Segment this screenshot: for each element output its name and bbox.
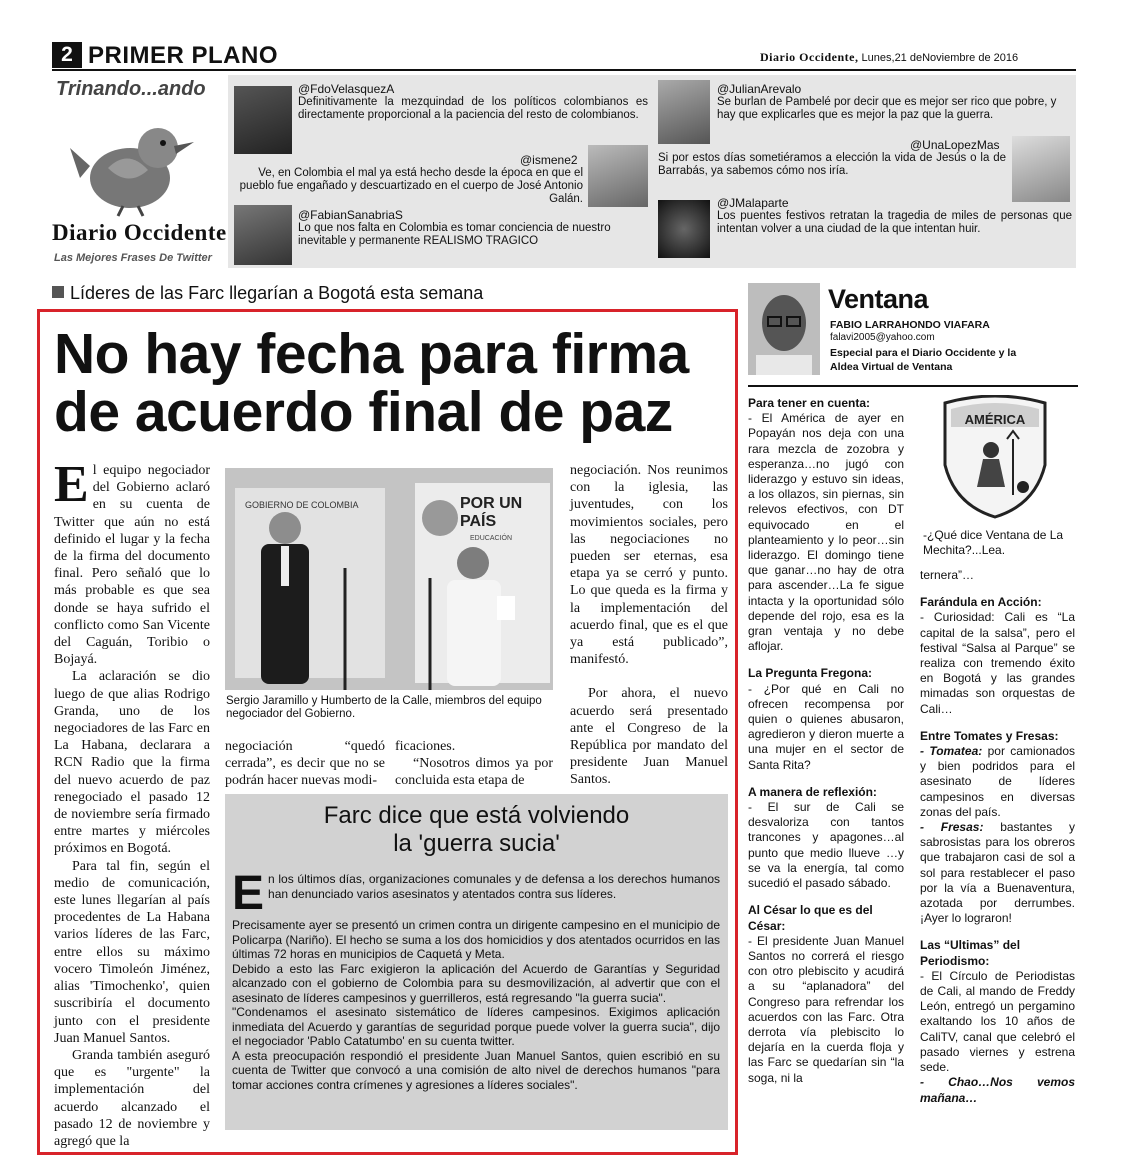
item-body: por camionados y bien podridos para el asesinato de líderes campesinos en diversas zonas del país.: [920, 744, 1075, 819]
tweet-handle: @FabianSanabriaS: [298, 208, 403, 222]
caption-text: y Humberto de la Calle, miembros del equipo negociador del Gobierno.: [226, 695, 542, 720]
item-heading: La Pregunta Fregona:: [748, 666, 873, 681]
tweet-avatar: [234, 205, 292, 265]
drop-cap: E: [232, 867, 265, 920]
item-text: [920, 820, 1075, 926]
caption-names: Sergio Jaramillo: [226, 695, 309, 707]
page-number: 2: [52, 42, 82, 68]
article-column-1: [54, 456, 210, 1150]
article-photo: [225, 468, 553, 690]
photo-illustration: [225, 468, 553, 690]
item-text: - El sur de Cali se desvaloriza con tantos trancones y apagones…al punto que medio llueve …y se va la energía, tal como sucedió el pasado sábado.: [748, 800, 904, 891]
author-email: falavi2005@yahoo.com: [830, 332, 935, 343]
sidebar-paragraph: Precisamente ayer se presentó un crimen contra un dirigente campesino en el municipio de Policarpa (Nariño). El hecho se suma a los dos homicidios y dos atentados ocurridos en las últimas 72 horas en municipios de Caquetá y Meta.: [232, 918, 720, 961]
item-text: ternera”…: [920, 568, 975, 582]
tweet-text: Los puentes festivos retratan la tragedia de miles de personas que intentan volver a una ciudad de la que intentan huir.: [717, 210, 1072, 235]
article-paragraph: negociación “quedó cerrada”, es decir que no se podrán hacer nuevas modi-: [225, 739, 385, 789]
photo-sign-line: EDUCACIÓN: [470, 535, 513, 542]
columnist-portrait: [748, 283, 820, 375]
newspaper-name: Diario Occidente,: [760, 50, 859, 64]
masthead-date: [760, 50, 1018, 65]
sidebar-paragraph: Debido a esto las Farc exigieron la aplicación del Acuerdo de Garantías y Seguridad alcanzado con el gobierno de Colombia para su desmovilización, al advertir que con el asesinato de líderes campesinos y guerrilleros, está regresando "la guerra sucia".: [232, 961, 720, 1005]
item-heading: Entre Tomates y Fresas:: [920, 728, 1059, 743]
trinando-title: Trinando...ando: [56, 78, 206, 100]
columnist-photo: [748, 283, 820, 375]
article-column-2: [225, 738, 385, 790]
item-text: - ¿Por qué en Cali no ofrecen recompensa por quien o quienes abusaron, agredieron y dieron muerte a una mujer en el sector de Santa Rita?: [748, 681, 904, 772]
article-paragraph: Por ahora, el nuevo acuerdo será presentado ante el Congreso de la República por mandato del presidente Juan Manuel Santos.: [570, 686, 728, 788]
photo-sign-line: POR UN: [460, 495, 523, 512]
tweet-text: Definitivamente la mezquindad de los políticos colombianos es directamente proporcional a la paciencia del resto de colombianos.: [298, 96, 648, 121]
column-title: Ventana: [828, 284, 929, 314]
column-rule: [748, 385, 1078, 387]
drop-cap: E: [54, 456, 89, 513]
column-credit: [830, 346, 1070, 374]
ventana-column-2: [920, 568, 1075, 1106]
article-paragraph: “Nosotros dimos ya por concluida esta etapa de: [395, 756, 553, 789]
sidebar-story-headline: [230, 802, 723, 858]
sidebar-paragraph: [232, 867, 720, 920]
diario-occidente-logo: Diario Occidente: [52, 220, 227, 245]
article-headline: [54, 322, 734, 444]
tweet-text: Si por estos días sometiéramos a elección la vida de Jesús o la de Barrabás, ya sabemos cómo nos iría.: [658, 152, 1006, 177]
column-author: FABIO LARRAHONDO VIAFARA: [830, 319, 990, 331]
tweet-handle: @JMalaparte: [717, 196, 789, 210]
tweet-avatar: [658, 80, 710, 144]
paragraph-text: l equipo negociador del Gobierno aclaró en su cuenta de Twitter que aún no está definido el lugar y la fecha de la firma del documento final. Pero señaló que lo más probable es que sea donde se haya sufrido el conflicto como San Vicente del Caguán, Toribio o Bojayá.: [54, 463, 210, 668]
headline-line: Farc dice que está volviendo: [323, 802, 630, 829]
logo-slogan: Las Mejores Frases De Twitter: [54, 252, 212, 264]
item-text: - Curiosidad: Cali es “La capital de la salsa”, pero el festival “Salsa al Parque” se realiza con tremendo éxito en Bogotá y las grandes mimadas son orquestas de Cali…: [920, 610, 1075, 716]
item-heading: Para tener en cuenta:: [748, 396, 871, 410]
tweet-avatar: [234, 86, 292, 154]
kicker-text: Líderes de las Farc llegarían a Bogotá esta semana: [70, 283, 484, 303]
item-text: - El Círculo de Periodistas de Cali, al mando de Freddy León, entregó un pergamino exaltando los 10 años de CaliTV, canal que celebró el pasado viernes y estrena sede.: [920, 968, 1075, 1075]
sidebar-paragraph: A esta preocupación respondió el presidente Juan Manuel Santos, quien escribió en su cuenta de Twitter que convocó a una comisión de alto nivel de derechos humanos "para tomar acciones contra crímenes y agresiones a líderes sociales".: [232, 1048, 720, 1092]
section-title: PRIMER PLANO: [88, 42, 279, 69]
closing-line: [920, 1075, 1075, 1105]
article-paragraph: Para tal fin, según el medio de comunicación, este lunes llegarían al país procedentes de La Habana varios líderes de las Farc, entre ellos su máximo vocero Timoleón Jiménez, alias 'Timochenko', quien suscribiría el documento junto con el presidente Juan Manuel Santos.: [54, 858, 210, 1046]
headline-line: de acuerdo final de paz: [54, 380, 673, 444]
tweet-text: Ve, en Colombia el mal ya está hecho desde la época en que el pueblo fue engañado y descuartizado en el cuerpo de José Antonio Galán.: [239, 167, 583, 205]
article-paragraph: La aclaración se dio luego de que alias Rodrigo Granda, uno de los negociadores de las Farc en La Habana, declarara a RCN Radio que la firma del nuevo acuerdo de paz renegociado el pasado 12 de noviembre sería firmado entre martes y miércoles próximos en Bogotá.: [54, 669, 210, 857]
sidebar-story-body: [232, 867, 720, 1092]
tweet-handle: @FdoVelasquezA: [298, 82, 395, 96]
tweet-handle: @JulianArevalo: [717, 82, 802, 96]
tweet-handle: @ismene2: [520, 153, 578, 167]
article-paragraph: negociación. Nos reunimos con la iglesia, las juventudes, con los movimientos sociales, pero las negociaciones no pueden ser eternas, esa etapa ya se cerró y punto. Lo que queda es la firma y la implementación del acuerdo final, que es el que ya está publicado”, manifestó.: [570, 463, 728, 668]
item-heading: Al César lo que es del César:: [748, 903, 873, 933]
tweet-avatar: [588, 145, 648, 207]
headline-line: la 'guerra sucia': [393, 830, 560, 857]
credit-line: Aldea Virtual de Ventana: [830, 361, 953, 373]
paragraph-text: n los últimos días, organizaciones comunales y de defensa a los derechos humanos han denunciado varios asesinatos y atentados contra sus líderes.: [268, 872, 720, 901]
badge-caption: -¿Qué dice Ventana de La Mechita?...Lea.: [923, 528, 1064, 557]
item-heading: Farándula en Acción:: [920, 595, 1042, 610]
item-body: bastantes y sabrosistas para los obreros que trabajaron casi de sol a sol para restablecer el paso por la vía a Buenaventura, azotada por derrumbes. ¡Ayer lo lograron!: [920, 820, 1075, 926]
headline-line: No hay fecha para firma: [54, 322, 689, 386]
item-text: - El América de ayer en Popayán nos deja con una rara mezcla de zozobra y esperanza…no jugó con liderazgo y estuvo sin ideas, a los ollazos, sin piernas, sin relevos efectivos, con DT equivocado en el planteamiento y lo peor…sin liderazgo. El domingo tiene que ganar…no hay de otra para ascender…La fe sigue intacta y la oportunidad sólo depende del rojo, esa es la gran ventaja y no debe aflojar.: [748, 411, 904, 654]
credit-line: Especial para el Diario Occidente y la: [830, 347, 1017, 359]
article-paragraph: Granda también aseguró que es "urgente" la implementación del acuerdo alcanzado el pasado 12 de noviembre y agregó que la: [54, 1047, 210, 1149]
item-text: [920, 744, 1075, 820]
article-kicker: [52, 283, 483, 304]
header-rule: [52, 69, 1076, 71]
photo-caption: [226, 695, 552, 721]
closing-text: - Chao…Nos vemos mañana…: [920, 1075, 1075, 1105]
article-paragraph: ficaciones.: [395, 739, 456, 754]
article-paragraph: [54, 456, 210, 668]
tweet-text: Se burlan de Pambelé por decir que es mejor ser rico que pobre, y hay que explicarles que es mejor la paz que la guerra.: [717, 96, 1057, 121]
tweet-avatar: [1012, 136, 1070, 202]
item-label: - Tomatea:: [920, 744, 983, 759]
article-column-3: [570, 462, 728, 789]
sidebar-paragraph: "Condenamos el asesinato sistemático de líderes campesinos. Exigimos aplicación inmediata del Acuerdo y garantías de seguridad porque puede volver la guerra sucia", dijo el negociador 'Pablo Catatumbo' en su cuenta twitter.: [232, 1005, 720, 1048]
twitter-bird-icon: [68, 108, 198, 218]
tweet-avatar: [658, 200, 710, 258]
issue-date: Lunes,21 deNoviembre de 2016: [858, 52, 1019, 64]
item-label: - Fresas:: [920, 820, 984, 835]
ventana-column-1: [748, 396, 904, 1086]
america-shield-icon: [935, 395, 1055, 520]
square-bullet-icon: [52, 286, 64, 298]
photo-sign-gov: GOBIERNO DE COLOMBIA: [245, 500, 359, 510]
item-text: - El presidente Juan Manuel Santos no correrá el riesgo con otro plebiscito y acudirá a su “aplanadora” del Congreso para refrendar los acuerdos con las Farc. Otra derrota vía plebiscito lo dejaría en la cuerda floja y las Farc se quedarían sin “la soga, ni la: [748, 933, 904, 1085]
tweet-text: Lo que nos falta en Colombia es tomar conciencia de nuestro inevitable y permanente REALISMO TRAGICO: [298, 222, 611, 247]
photo-sign-line: PAÍS: [460, 513, 497, 530]
item-heading: A manera de reflexión:: [748, 784, 877, 799]
item-heading: Las “Ultimas” del Periodismo:: [920, 938, 1021, 968]
badge-text: AMÉRICA: [964, 412, 1026, 427]
article-column-2b: [395, 738, 553, 790]
tweet-handle: @UnaLopezMas: [910, 138, 1000, 152]
